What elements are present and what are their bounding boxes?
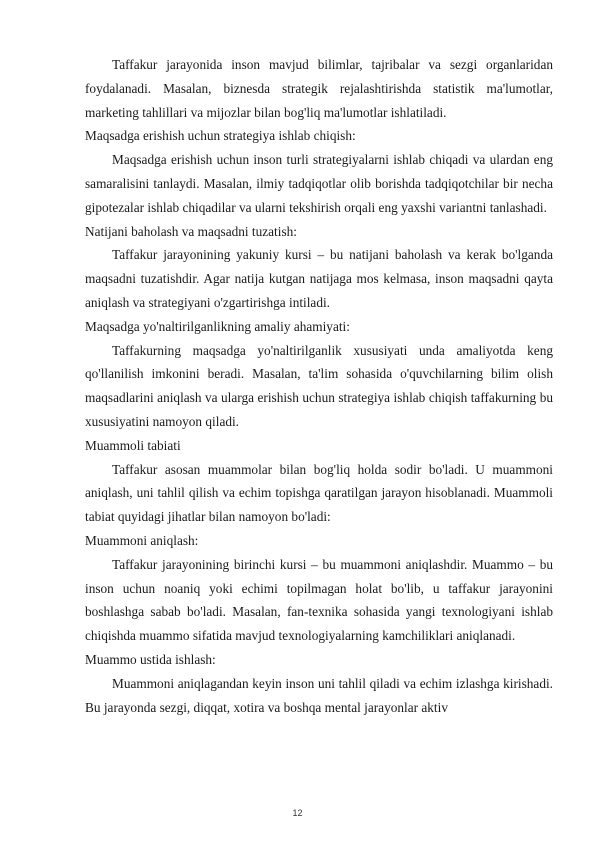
paragraph-feedback-intro: Taffakur jarayonida inson mavjud bilimlar, tajribalar va sezgi organlaridan foydalanadi. Masalan, biznesda strategik rejalashtirishda statistik ma'lumotlar, marketing tahlillari va mijozlar bilan bog'liq ma'lumotlar ishlatiladi.: [85, 57, 553, 120]
paragraph-problem-nature: Taffakur asosan muammolar bilan bog'liq holda sodir bo'ladi. U muammoni aniqlash, uni tahlil qilish va echim topishga qaratilgan jarayon hisoblanadi. Muammoli tabiat quyidagi jihatlar bilan namoyon bo'ladi:: [85, 461, 553, 525]
heading-practical: Maqsadga yo'naltirilganlikning amaliy ahamiyati:: [85, 318, 350, 334]
paragraph-problem-work: Muammoni aniqlagandan keyin inson uni tahlil qiladi va echim izlashga kirishadi. Bu jarayonda sezgi, diqqat, xotira va boshqa mental jarayonlar aktiv: [85, 675, 553, 715]
paragraph-evaluation: Taffakur jarayonining yakuniy kursi – bu natijani baholash va kerak bo'lganda maqsadni tuzatishdir. Agar natija kutgan natijaga mos kelmasa, inson maqsadni qayta aniqlash va strategiyani o'zgartirishga intiladi.: [85, 247, 553, 310]
paragraph-problem-identify: Taffakur jarayonining birinchi kursi – bu muammoni aniqlashdir. Muammo – bu inson uchun noaniq yoki echimi topilmagan holat bo'lib, u taffakur jarayonini boshlashga sabab bo'ladi. Masalan, fan-texnika sohasida yangi texnologiyani ishlab chiqishda muammo sifatida mavjud texnologiyalarning kamchiliklari aniqlanadi.: [85, 556, 553, 644]
heading-problem-nature: Muammoli tabiati: [85, 437, 181, 453]
page-number: 12: [292, 808, 303, 818]
document-body: [85, 53, 553, 719]
heading-strategy: Maqsadga erishish uchun strategiya ishlab chiqish:: [85, 128, 356, 144]
heading-evaluation: Natijani baholash va maqsadni tuzatish:: [85, 223, 297, 239]
heading-problem-identify: Muammoni aniqlash:: [85, 532, 199, 548]
paragraph-practical: Taffakurning maqsadga yo'naltirilganlik xususiyati unda amaliyotda keng qo'llanilish imkonini beradi. Masalan, ta'lim sohasida o'quvchilarning bilim olish maqsadlarini aniqlash va ularga erishish uchun strategiya ishlab chiqish taffakurning bu xususiyatini namoyon qiladi.: [85, 342, 553, 429]
heading-problem-work: Muammo ustida ishlash:: [85, 651, 216, 667]
paragraph-strategy: Maqsadga erishish uchun inson turli strategiyalarni ishlab chiqadi va ulardan eng samaralisini tanlaydi. Masalan, ilmiy tadqiqotlar olib borishda tadqiqotchilar bir necha gipotezalar ishlab chiqadilar va ularni tekshirish orqali eng yaxshi variantni tanlashadi.: [85, 152, 553, 215]
